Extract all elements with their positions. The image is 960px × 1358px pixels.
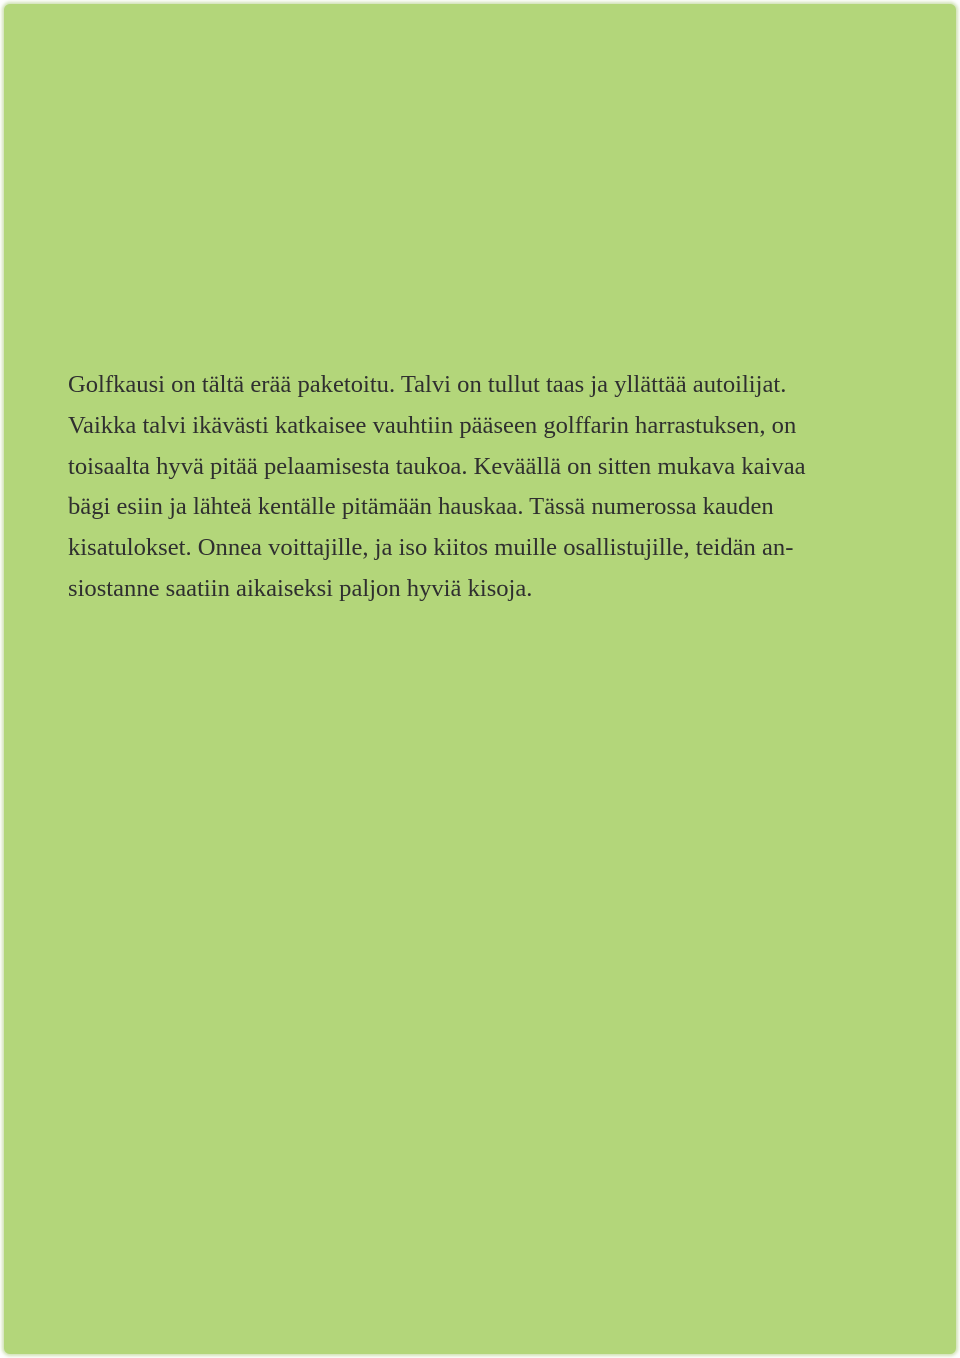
intro-line: Vaikka talvi ikävästi katkaisee vauhtiin pääseen golffarin harrastuksen, on bbox=[68, 411, 797, 439]
intro-line: bägi esiin ja lähteä kentälle pitämään hauskaa. Tässä numerossa kauden bbox=[68, 493, 774, 521]
intro-line: Golfkausi on tältä erää paketoitu. Talvi on tullut taas ja yllättää autoilijat. bbox=[68, 371, 787, 398]
green-page bbox=[4, 4, 956, 1354]
intro-line: kisatulokset. Onnea voittajille, ja iso kiitos muille osallistujille, teidän an- bbox=[68, 534, 794, 562]
intro-line: toisaalta hyvä pitää pelaamisesta taukoa. Keväällä on sitten mukava kaivaa bbox=[68, 452, 806, 480]
intro-paragraph bbox=[68, 365, 898, 610]
intro-line: siostanne saatiin aikaiseksi paljon hyviä kisoja. bbox=[68, 574, 533, 602]
